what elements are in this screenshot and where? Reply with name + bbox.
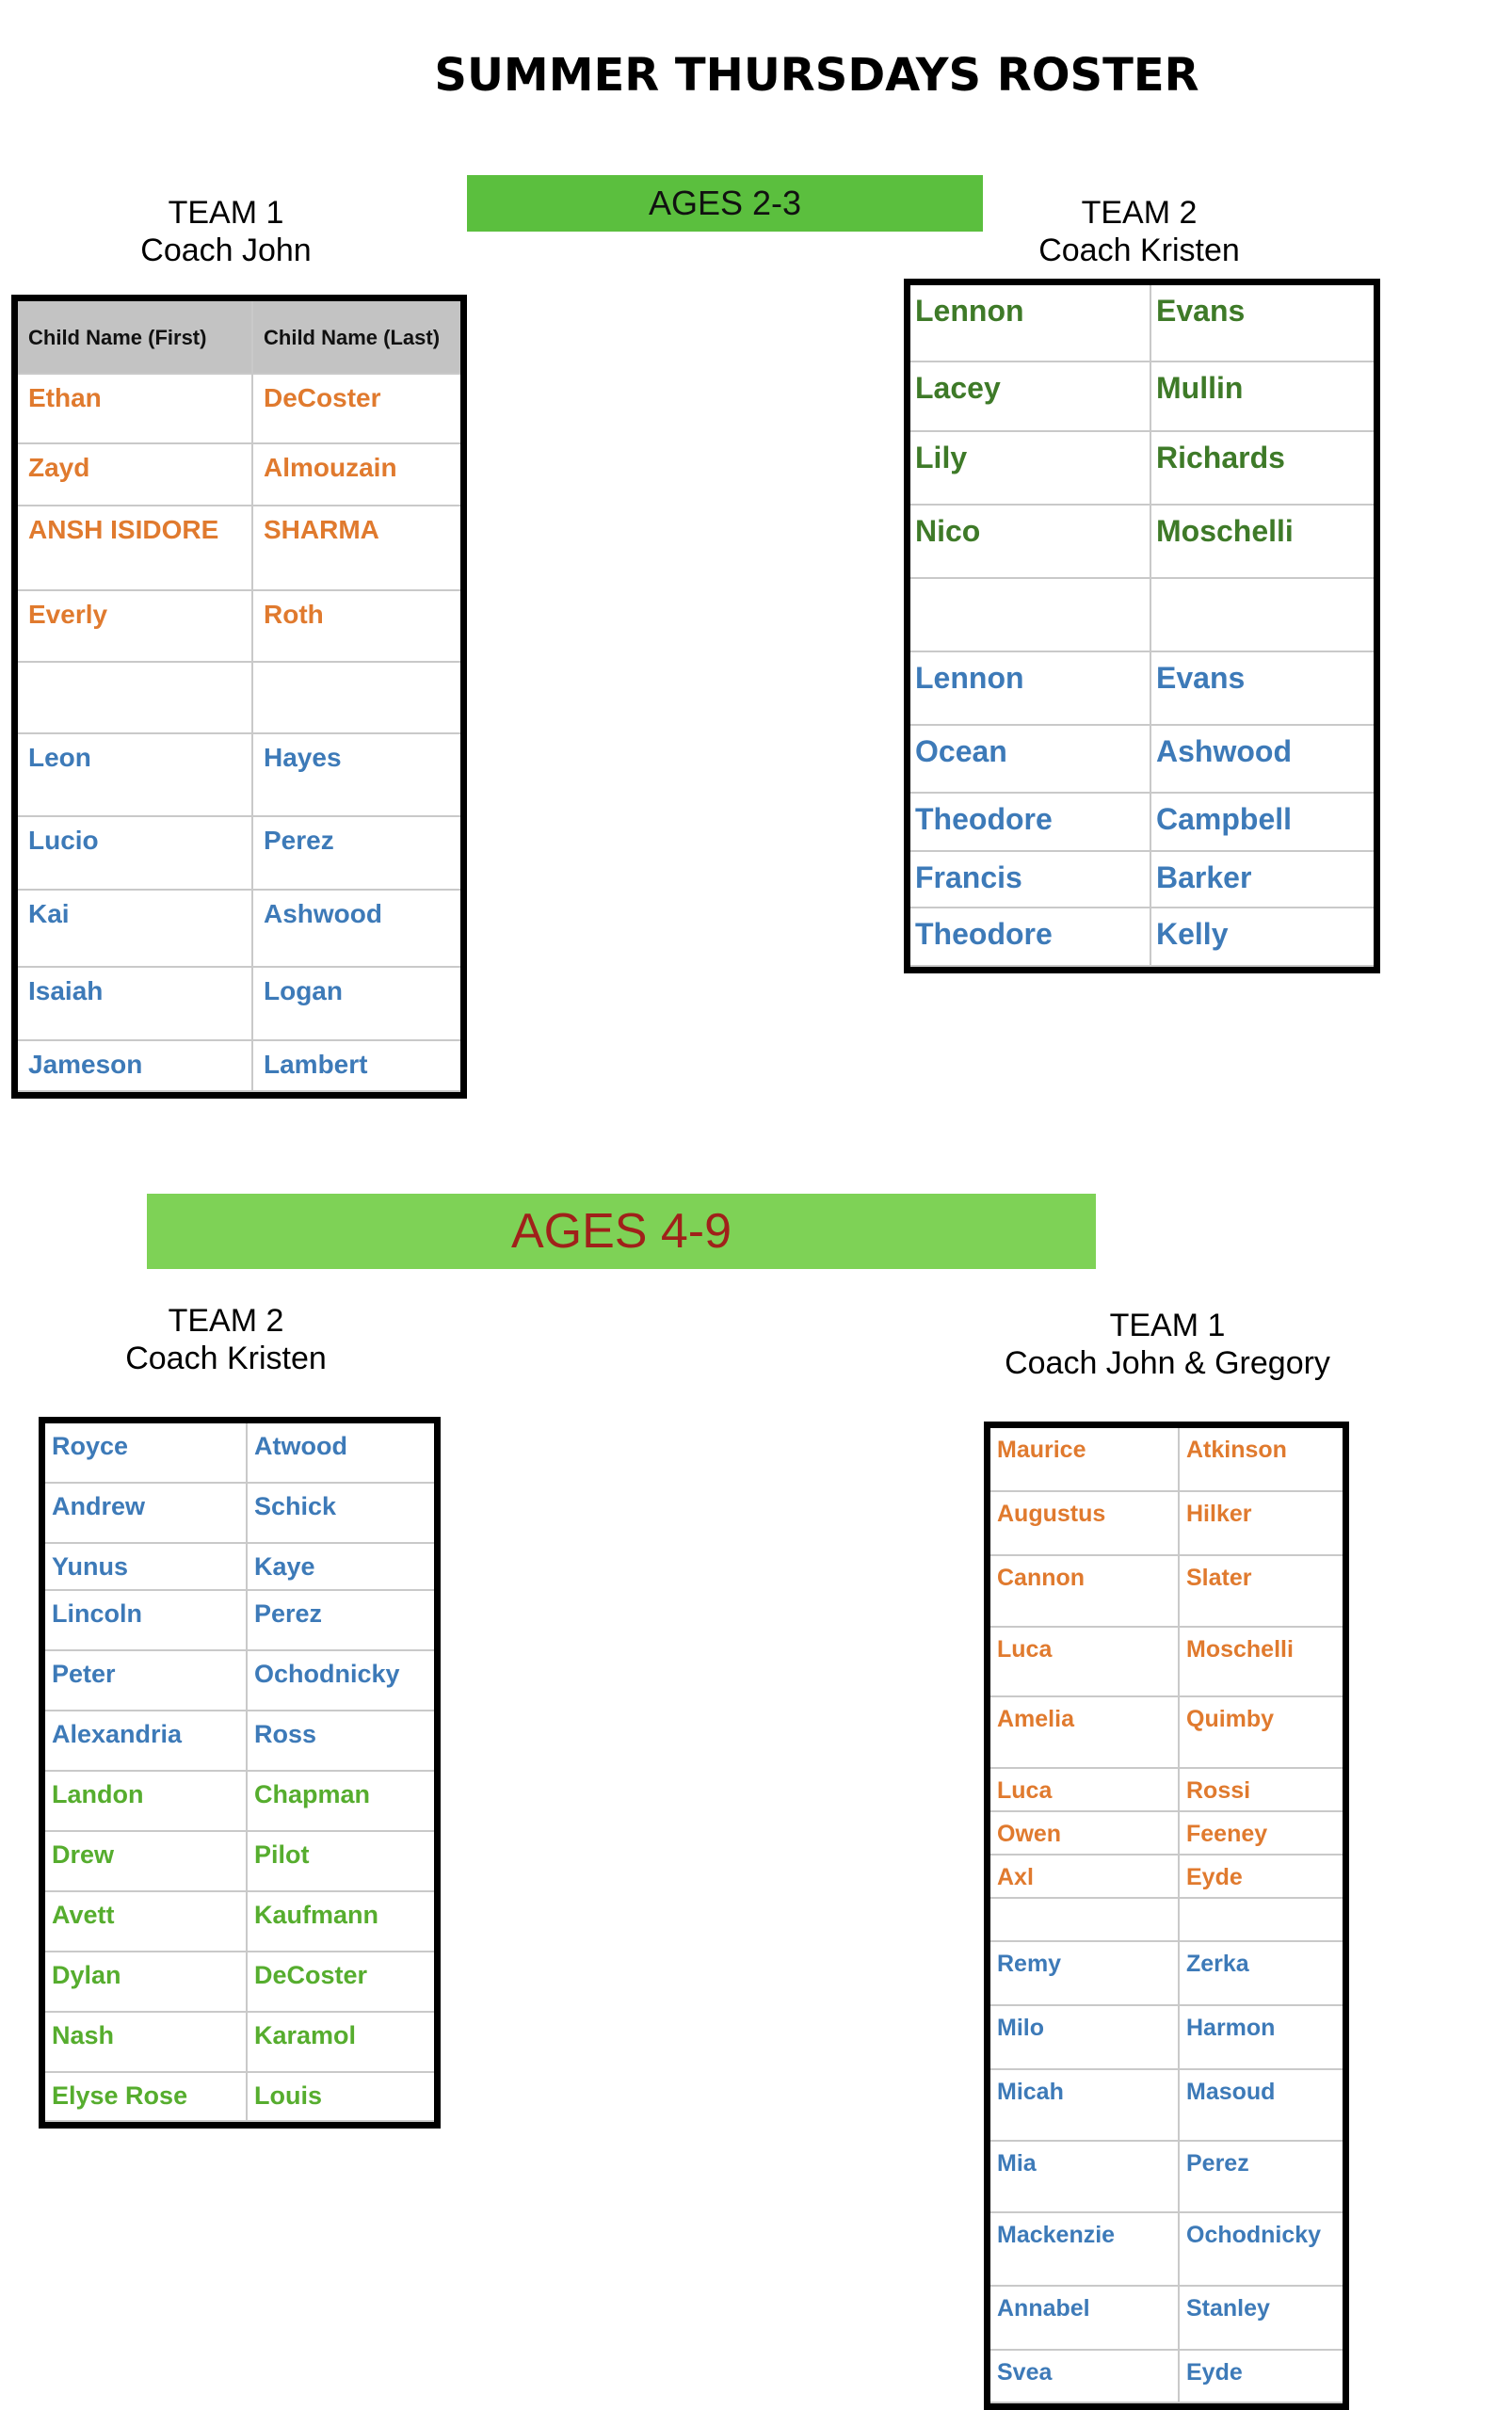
first-name-cell: Axl <box>997 1864 1034 1890</box>
last-name-cell: Kelly <box>1150 908 1374 965</box>
team-header-ages23-team2 <box>1026 194 1252 269</box>
first-name-cell: ANSH ISIDORE <box>28 515 219 544</box>
table-row <box>990 1812 1343 1856</box>
last-name-cell: Stanley <box>1178 2287 1343 2349</box>
table-row <box>990 2351 1343 2403</box>
last-name-cell: DeCoster <box>251 375 460 442</box>
team-name: TEAM 1 <box>168 195 284 231</box>
first-name-cell: Amelia <box>997 1706 1074 1732</box>
table-row <box>910 726 1374 794</box>
table-row <box>45 1484 434 1544</box>
first-name-cell: Nico <box>915 514 981 548</box>
last-name-cell: Logan <box>251 968 460 1039</box>
last-name-cell: Hayes <box>251 734 460 815</box>
first-name-cell: Avett <box>52 1901 115 1929</box>
table-row <box>45 1711 434 1772</box>
last-name-cell: Moschelli <box>1178 1628 1343 1695</box>
first-name-cell <box>910 579 1150 651</box>
table-row <box>910 432 1374 506</box>
last-name-cell: Almouzain <box>251 444 460 505</box>
last-name-cell: Zerka <box>1178 1942 1343 2004</box>
last-name-cell: Kaufmann <box>246 1892 434 1951</box>
last-name-cell: Evans <box>1150 285 1374 361</box>
last-name-cell: SHARMA <box>251 506 460 589</box>
table-row <box>18 817 460 891</box>
last-name-cell: Ochodnicky <box>1178 2213 1343 2285</box>
first-name-cell: Maurice <box>997 1437 1086 1463</box>
table-row <box>18 506 460 591</box>
roster-table-ages23-team2 <box>904 279 1380 973</box>
last-name-cell: Atkinson <box>1178 1428 1343 1490</box>
last-name-cell: Pilot <box>246 1832 434 1890</box>
first-name-cell: Lacey <box>915 371 1001 405</box>
last-name-cell: Ross <box>246 1711 434 1770</box>
table-header-row <box>18 301 460 375</box>
first-name-cell: Augustus <box>997 1501 1106 1527</box>
first-name-cell: Theodore <box>915 917 1053 951</box>
team-header-ages23-team1 <box>132 194 320 269</box>
first-name-cell: Yunus <box>52 1552 129 1581</box>
first-name-cell: Leon <box>28 743 91 772</box>
last-name-cell: Masoud <box>1178 2070 1343 2140</box>
table-row <box>990 2142 1343 2213</box>
last-name-cell: Kaye <box>246 1544 434 1589</box>
first-name-cell: Kai <box>28 899 70 928</box>
table-row <box>990 2213 1343 2287</box>
last-name-cell <box>1150 579 1374 651</box>
table-row <box>990 1769 1343 1812</box>
table-row <box>910 579 1374 652</box>
table-row <box>45 1952 434 2013</box>
coach-name: Coach Kristen <box>125 1341 327 1376</box>
table-row <box>18 968 460 1041</box>
table-row <box>910 794 1374 852</box>
last-name-cell: Feeney <box>1178 1812 1343 1854</box>
last-name-cell: Perez <box>1178 2142 1343 2211</box>
last-name-cell: Evans <box>1150 652 1374 724</box>
table-row <box>45 1651 434 1711</box>
first-name-cell: Micah <box>997 2079 1064 2105</box>
table-row <box>18 734 460 817</box>
last-name-cell: Roth <box>251 591 460 661</box>
team-name: TEAM 2 <box>168 1303 284 1339</box>
table-row <box>910 652 1374 726</box>
table-row <box>18 375 460 444</box>
last-name-cell: Perez <box>251 817 460 889</box>
column-header-last: Child Name (Last) <box>251 301 460 373</box>
table-row <box>45 2073 434 2122</box>
column-header-first: Child Name (First) <box>28 326 207 349</box>
first-name-cell: Zayd <box>28 453 90 482</box>
table-row <box>990 2006 1343 2070</box>
table-row <box>18 663 460 734</box>
table-row <box>990 2070 1343 2142</box>
coach-name: Coach John <box>140 233 312 268</box>
table-row <box>910 908 1374 967</box>
roster-table-ages49-team1 <box>984 1422 1349 2410</box>
table-row <box>18 591 460 663</box>
last-name-cell: Richards <box>1150 432 1374 504</box>
team-name: TEAM 1 <box>1109 1308 1226 1343</box>
first-name-cell: Isaiah <box>28 976 104 1005</box>
page-title: SUMMER THURSDAYS ROSTER <box>434 49 1199 102</box>
table-row <box>18 891 460 968</box>
first-name-cell: Milo <box>997 2015 1044 2041</box>
last-name-cell <box>251 663 460 732</box>
first-name-cell <box>990 1899 1178 1940</box>
table-row <box>45 1544 434 1591</box>
first-name-cell: Ocean <box>915 734 1007 768</box>
first-name-cell: Owen <box>997 1821 1062 1847</box>
table-row <box>990 1899 1343 1942</box>
ages-4-9-banner <box>147 1194 1096 1269</box>
last-name-cell: Harmon <box>1178 2006 1343 2068</box>
last-name-cell: Chapman <box>246 1772 434 1830</box>
last-name-cell <box>1178 1899 1343 1940</box>
first-name-cell: Remy <box>997 1951 1062 1977</box>
last-name-cell: Louis <box>246 2073 434 2120</box>
first-name-cell: Lily <box>915 441 968 474</box>
table-row <box>990 1942 1343 2006</box>
last-name-cell: Quimby <box>1178 1697 1343 1767</box>
last-name-cell: Karamol <box>246 2013 434 2071</box>
first-name-cell: Francis <box>915 860 1022 894</box>
last-name-cell: Ochodnicky <box>246 1651 434 1710</box>
table-row <box>910 506 1374 579</box>
first-name-cell: Landon <box>52 1780 144 1808</box>
coach-name: Coach John & Gregory <box>1005 1345 1330 1381</box>
ages-4-9-label: AGES 4-9 <box>510 1204 732 1259</box>
last-name-cell: Eyde <box>1178 1856 1343 1897</box>
table-row <box>910 285 1374 362</box>
last-name-cell: DeCoster <box>246 1952 434 2011</box>
last-name-cell: Rossi <box>1178 1769 1343 1810</box>
ages-2-3-banner <box>467 175 983 232</box>
first-name-cell: Alexandria <box>52 1720 183 1748</box>
first-name-cell <box>18 663 251 732</box>
table-row <box>45 1892 434 1952</box>
first-name-cell: Mackenzie <box>997 2222 1116 2248</box>
table-row <box>990 1697 1343 1769</box>
first-name-cell: Lennon <box>915 294 1024 328</box>
last-name-cell: Barker <box>1150 852 1374 907</box>
first-name-cell: Elyse Rose <box>52 2081 188 2110</box>
last-name-cell: Eyde <box>1178 2351 1343 2402</box>
first-name-cell: Luca <box>997 1636 1053 1663</box>
first-name-cell: Andrew <box>52 1492 146 1520</box>
last-name-cell: Ashwood <box>1150 726 1374 792</box>
last-name-cell: Schick <box>246 1484 434 1542</box>
first-name-cell: Dylan <box>52 1961 121 1989</box>
table-row <box>990 1628 1343 1697</box>
table-row <box>990 1492 1343 1556</box>
first-name-cell: Lennon <box>915 661 1024 695</box>
team-header-ages49-team1 <box>979 1307 1356 1382</box>
first-name-cell: Svea <box>997 2359 1053 2386</box>
last-name-cell: Campbell <box>1150 794 1374 850</box>
last-name-cell: Lambert <box>251 1041 460 1090</box>
table-row <box>910 852 1374 908</box>
roster-table-ages23-team1 <box>11 295 467 1099</box>
first-name-cell: Everly <box>28 600 108 629</box>
last-name-cell: Ashwood <box>251 891 460 966</box>
table-row <box>990 1856 1343 1899</box>
first-name-cell: Luca <box>997 1777 1053 1804</box>
last-name-cell: Slater <box>1178 1556 1343 1626</box>
last-name-cell: Atwood <box>246 1423 434 1482</box>
last-name-cell: Perez <box>246 1591 434 1649</box>
table-row <box>990 1556 1343 1628</box>
last-name-cell: Hilker <box>1178 1492 1343 1554</box>
table-row <box>990 2287 1343 2351</box>
first-name-cell: Cannon <box>997 1565 1086 1591</box>
table-row <box>910 362 1374 432</box>
first-name-cell: Annabel <box>997 2295 1090 2322</box>
first-name-cell: Peter <box>52 1660 116 1688</box>
first-name-cell: Jameson <box>28 1050 143 1079</box>
last-name-cell: Mullin <box>1150 362 1374 430</box>
team-name: TEAM 2 <box>1081 195 1198 231</box>
first-name-cell: Nash <box>52 2021 115 2049</box>
last-name-cell: Moschelli <box>1150 506 1374 577</box>
table-row <box>18 444 460 506</box>
table-row <box>990 1428 1343 1492</box>
coach-name: Coach Kristen <box>1038 233 1240 268</box>
roster-table-ages49-team2 <box>39 1417 441 2129</box>
table-row <box>18 1041 460 1092</box>
table-row <box>45 1772 434 1832</box>
table-row <box>45 1423 434 1484</box>
first-name-cell: Lucio <box>28 826 99 855</box>
first-name-cell: Royce <box>52 1432 129 1460</box>
team-header-ages49-team2 <box>113 1302 339 1377</box>
first-name-cell: Mia <box>997 2150 1037 2177</box>
table-row <box>45 1591 434 1651</box>
ages-2-3-label: AGES 2-3 <box>648 184 802 222</box>
table-row <box>45 2013 434 2073</box>
first-name-cell: Lincoln <box>52 1599 142 1628</box>
first-name-cell: Ethan <box>28 383 102 412</box>
table-row <box>45 1832 434 1892</box>
first-name-cell: Theodore <box>915 802 1053 836</box>
first-name-cell: Drew <box>52 1840 115 1869</box>
